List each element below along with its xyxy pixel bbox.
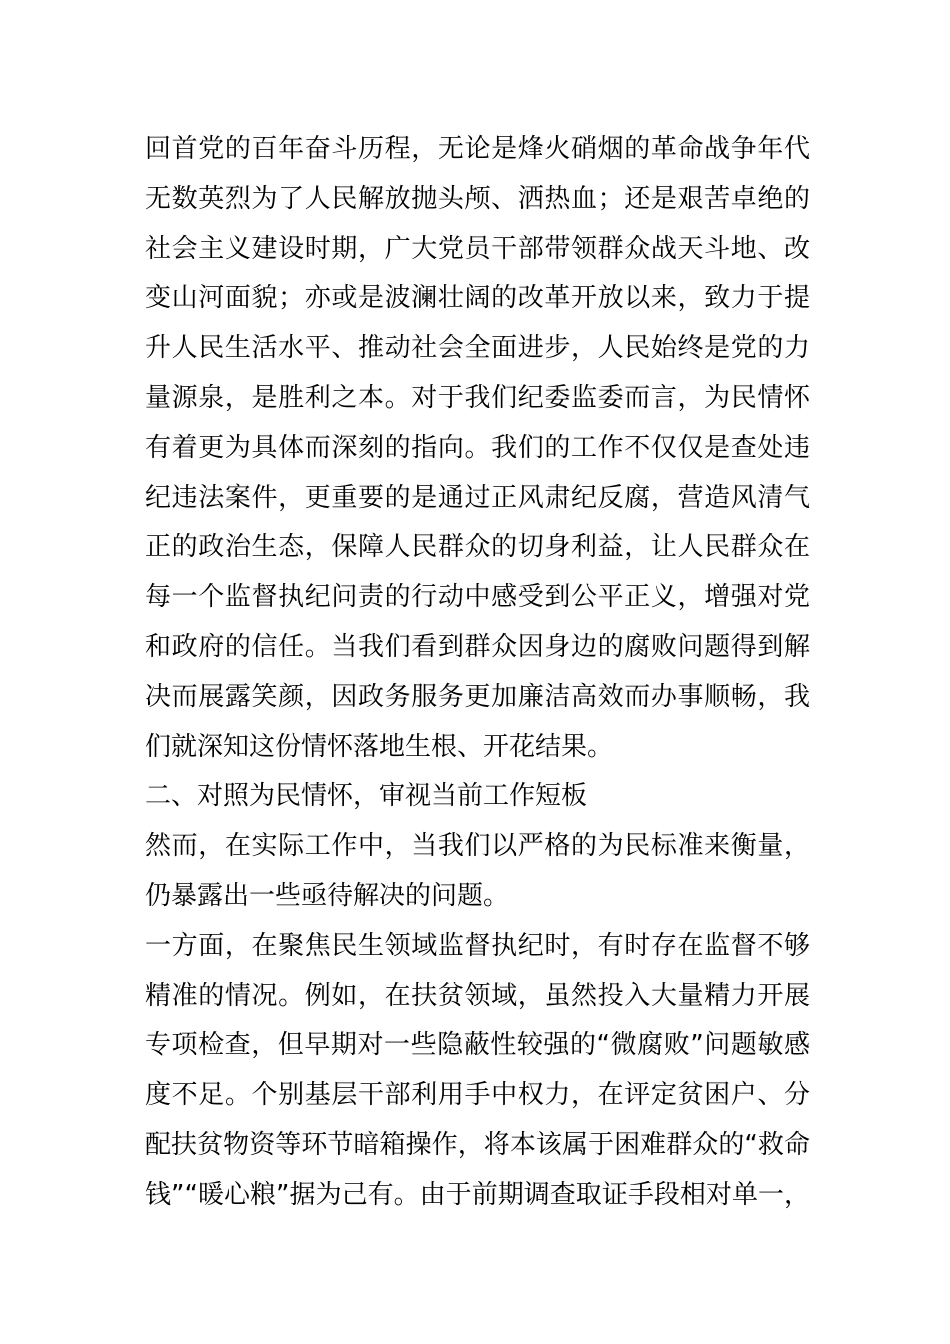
text-line: 们就深知这份情怀落地生根、开花结果。 bbox=[145, 731, 614, 762]
text-line: 专项检查，但早期对一些隐蔽性较强的“微腐败”问题敏感 bbox=[145, 1030, 810, 1061]
text-line: 精准的情况。例如，在扶贫领域，虽然投入大量精力开展 bbox=[145, 980, 810, 1011]
text-line: 量源泉，是胜利之本。对于我们纪委监委而言，为民情怀 bbox=[145, 382, 810, 413]
text-line: 回首党的百年奋斗历程，无论是烽火硝烟的革命战争年代 bbox=[145, 134, 810, 164]
text-line: 决而展露笑颜，因政务服务更加廉洁高效而办事顺畅，我 bbox=[145, 681, 810, 712]
section-heading: 二、对照为民情怀，审视当前工作短板 bbox=[145, 781, 588, 812]
text-line: 和政府的信任。当我们看到群众因身边的腐败问题得到解 bbox=[145, 631, 810, 662]
text-line: 度不足。个别基层干部利用手中权力，在评定贫困户、分 bbox=[145, 1080, 810, 1111]
body-text bbox=[145, 125, 810, 1221]
text-line: 配扶贫物资等环节暗箱操作，将本该属于困难群众的“救命 bbox=[145, 1129, 810, 1160]
text-line: 纪违法案件，更重要的是通过正风肃纪反腐，营造风清气 bbox=[145, 482, 810, 513]
text-line: 每一个监督执纪问责的行动中感受到公平正义，增强对党 bbox=[145, 582, 810, 613]
text-line: 升人民生活水平、推动社会全面进步，人民始终是党的力 bbox=[145, 333, 810, 364]
text-line: 然而，在实际工作中，当我们以严格的为民标准来衡量， bbox=[145, 831, 810, 862]
text-line: 社会主义建设时期，广大党员干部带领群众战天斗地、改 bbox=[145, 233, 810, 264]
text-line: 一方面，在聚焦民生领域监督执纪时，有时存在监督不够 bbox=[145, 930, 810, 961]
text-line: 变山河面貌；亦或是波澜壮阔的改革开放以来，致力于提 bbox=[145, 283, 810, 314]
text-line: 仍暴露出一些亟待解决的问题。 bbox=[145, 880, 510, 911]
text-line: 无数英烈为了人民解放抛头颅、洒热血；还是艰苦卓绝的 bbox=[145, 183, 810, 214]
text-line: 有着更为具体而深刻的指向。我们的工作不仅仅是查处违 bbox=[145, 432, 810, 463]
text-line: 正的政治生态，保障人民群众的切身利益，让人民群众在 bbox=[145, 532, 810, 563]
text-line: 钱”“暖心粮”据为己有。由于前期调查取证手段相对单一， bbox=[145, 1179, 810, 1210]
